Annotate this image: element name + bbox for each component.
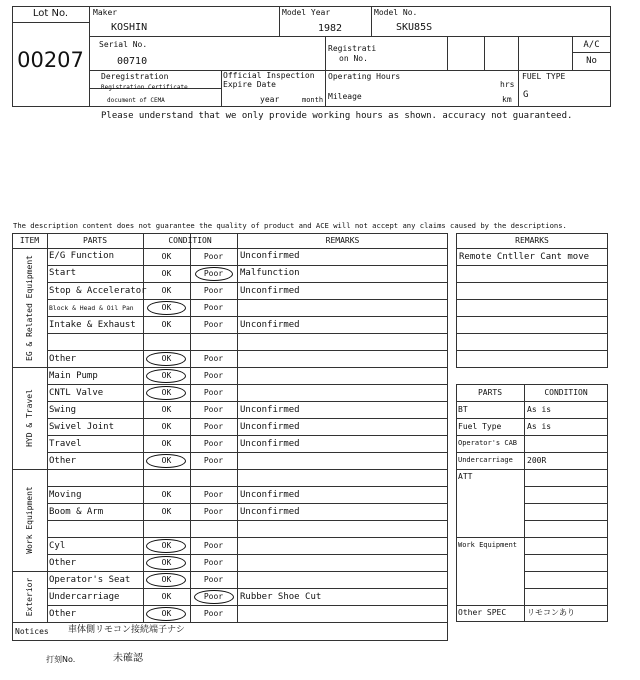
poor-label: Poor: [203, 354, 224, 363]
poor-label: Poor: [203, 575, 224, 584]
model-no-value: SKU85S: [396, 22, 433, 33]
ok-circle-mark: [146, 369, 186, 383]
part-travel: Travel: [49, 439, 82, 449]
other-spec-label: Other SPEC: [458, 608, 507, 617]
remark-travel: Unconfirmed: [240, 439, 300, 449]
part-block-head-oil-pan: Block & Head & Oil Pan: [49, 304, 134, 312]
undercarriage-label: Undercarriage: [458, 456, 513, 464]
ok-label: OK: [161, 303, 172, 312]
maker-label: Maker: [93, 8, 118, 17]
lot-number: 00207: [17, 48, 84, 72]
poor-label: Poor: [203, 609, 224, 618]
poor-label: Poor: [203, 286, 224, 295]
ok-label: OK: [161, 286, 172, 295]
poor-label: Poor: [203, 320, 224, 329]
deregistration-label: Deregistration: [101, 72, 169, 81]
poor-label: Poor: [203, 405, 224, 414]
part-operators-seat: Operator's Seat: [49, 575, 131, 585]
fuel-type-label: FUEL TYPE: [522, 72, 566, 81]
other-spec-value: リモコンあり: [527, 608, 575, 617]
remark-start: Malfunction: [240, 268, 300, 278]
part-hyd-other: Other: [49, 456, 77, 466]
ac-label: A/C: [583, 40, 600, 50]
group-eg-related-equipment: EG & Related Equipment: [25, 255, 34, 361]
remark-swing: Unconfirmed: [240, 405, 300, 415]
bt-label: BT: [458, 405, 468, 414]
part-start: Start: [49, 268, 77, 278]
remark-moving: Unconfirmed: [240, 490, 300, 500]
part-eg-other: Other: [49, 354, 77, 364]
part-main-pump: Main Pump: [49, 371, 98, 381]
ok-label: OK: [161, 609, 172, 618]
hours-disclaimer: Please understand that we only provide working hours as shown. accuracy not guaranteed.: [101, 111, 573, 121]
header-remarks: REMARKS: [325, 236, 360, 245]
poor-label: Poor: [203, 456, 224, 465]
ok-label: OK: [161, 507, 172, 516]
ok-label: OK: [161, 388, 172, 397]
remark-boom-arm: Unconfirmed: [240, 507, 300, 517]
ok-circle-mark: [146, 454, 186, 468]
fuel-type-row-label: Fuel Type: [458, 422, 502, 431]
remark-eg-function: Unconfirmed: [240, 251, 300, 261]
registration-label-1: Registrati: [328, 44, 377, 53]
ok-circle-mark: [146, 556, 186, 570]
group-hyd-travel: HYD & Travel: [25, 389, 34, 447]
mileage-unit: km: [502, 95, 512, 104]
fuel-type-value: G: [523, 90, 529, 100]
mileage-label: Mileage: [328, 92, 362, 101]
ok-label: OK: [161, 371, 172, 380]
undercarriage-value: 200R: [527, 456, 547, 465]
ok-label: OK: [161, 405, 172, 414]
remark-undercarriage: Rubber Shoe Cut: [240, 592, 322, 602]
description-disclaimer: The description content does not guarantee the quality of product and ACE will not accept any claims caused by the descriptions.: [13, 221, 567, 230]
ok-label: OK: [161, 422, 172, 431]
ac-value: No: [586, 56, 597, 66]
month-unit: month: [302, 96, 324, 104]
poor-circle-mark: [195, 267, 233, 281]
part-stop-accelerator: Stop & Accelerator: [49, 286, 147, 296]
ok-label: OK: [161, 252, 172, 261]
ok-circle-mark: [146, 352, 186, 366]
part-cyl: Cyl: [49, 541, 66, 551]
right-parts-header: PARTS: [477, 388, 503, 397]
bt-value: As is: [527, 405, 552, 414]
serial-value: 00710: [117, 56, 148, 67]
remark-stop-accelerator: Unconfirmed: [240, 286, 300, 296]
work-equipment-label: Work Equipment: [458, 541, 518, 549]
model-year-value: 1982: [318, 23, 343, 34]
part-exterior-other: Other: [49, 609, 77, 619]
operating-hours-label: Operating Hours: [328, 72, 401, 81]
registration-certificate-label: Registration Certificate: [101, 84, 188, 91]
ok-label: OK: [161, 354, 172, 363]
group-exterior: Exterior: [25, 577, 34, 617]
inspection-label-1: Official Inspection: [223, 71, 315, 80]
remark-intake-exhaust: Unconfirmed: [240, 320, 300, 330]
ok-circle-mark: [147, 301, 186, 315]
poor-label: Poor: [203, 371, 224, 380]
ok-label: OK: [161, 592, 172, 601]
hours-unit: hrs: [500, 80, 515, 89]
part-swivel-joint: Swivel Joint: [49, 422, 115, 432]
maker-value: KOSHIN: [111, 22, 148, 33]
right-condition-header: CONDITION: [544, 388, 588, 397]
lot-label: Lot No.: [32, 8, 69, 19]
registration-label-2: on No.: [339, 54, 368, 63]
part-work-other: Other: [49, 558, 77, 568]
ok-label: OK: [161, 558, 172, 567]
poor-label: Poor: [203, 439, 224, 448]
inspection-label-2: Expire Date: [223, 80, 276, 89]
poor-label: Poor: [203, 558, 224, 567]
ok-circle-mark: [146, 539, 186, 553]
part-eg-function: E/G Function: [49, 251, 115, 261]
right-remarks-header: REMARKS: [515, 236, 549, 245]
header-condition: CONDITION: [168, 236, 212, 245]
part-moving: Moving: [49, 490, 82, 500]
poor-circle-mark: [194, 590, 234, 604]
right-remarks-line: Remote Cntller Cant move: [459, 252, 590, 262]
poor-label: Poor: [203, 592, 224, 601]
group-work-equipment: Work Equipment: [25, 486, 34, 554]
ok-circle-mark: [146, 573, 186, 587]
remark-swivel-joint: Unconfirmed: [240, 422, 300, 432]
model-year-label: Model Year: [282, 8, 331, 17]
poor-label: Poor: [203, 303, 224, 312]
model-no-label: Model No.: [374, 8, 418, 17]
header-parts: PARTS: [82, 236, 108, 245]
poor-label: Poor: [203, 422, 224, 431]
fuel-type-row-value: As is: [527, 422, 552, 431]
ok-label: OK: [161, 320, 172, 329]
notices-value: 車体側リモコン接続端子ナシ: [68, 625, 185, 635]
stamp-value: 未確認: [113, 653, 143, 664]
notices-label: Notices: [15, 627, 49, 636]
ok-circle-mark: [146, 607, 186, 621]
stamp-label: 打刻No.: [46, 655, 76, 664]
ok-circle-mark: [146, 386, 186, 400]
header-item: ITEM: [19, 236, 40, 245]
part-intake-exhaust: Intake & Exhaust: [49, 320, 136, 330]
poor-label: Poor: [203, 490, 224, 499]
poor-label: Poor: [203, 507, 224, 516]
ok-label: OK: [161, 439, 172, 448]
ok-label: OK: [161, 575, 172, 584]
poor-label: Poor: [203, 541, 224, 550]
part-boom-arm: Boom & Arm: [49, 507, 104, 517]
part-cntl-valve: CNTL Valve: [49, 388, 104, 398]
part-swing: Swing: [49, 405, 77, 415]
att-label: ATT: [458, 472, 473, 481]
header-block: [12, 6, 611, 107]
poor-label: Poor: [203, 252, 224, 261]
ok-label: OK: [161, 541, 172, 550]
poor-label: Poor: [203, 269, 224, 278]
operators-cab-label: Operator's CAB: [458, 439, 518, 447]
serial-label: Serial No.: [99, 40, 148, 49]
cema-document-label: document of CEMA: [107, 97, 165, 104]
year-unit: year: [260, 95, 280, 104]
ok-label: OK: [161, 456, 172, 465]
poor-label: Poor: [203, 388, 224, 397]
ok-label: OK: [161, 269, 172, 278]
part-undercarriage: Undercarriage: [49, 592, 120, 602]
ok-label: OK: [161, 490, 172, 499]
